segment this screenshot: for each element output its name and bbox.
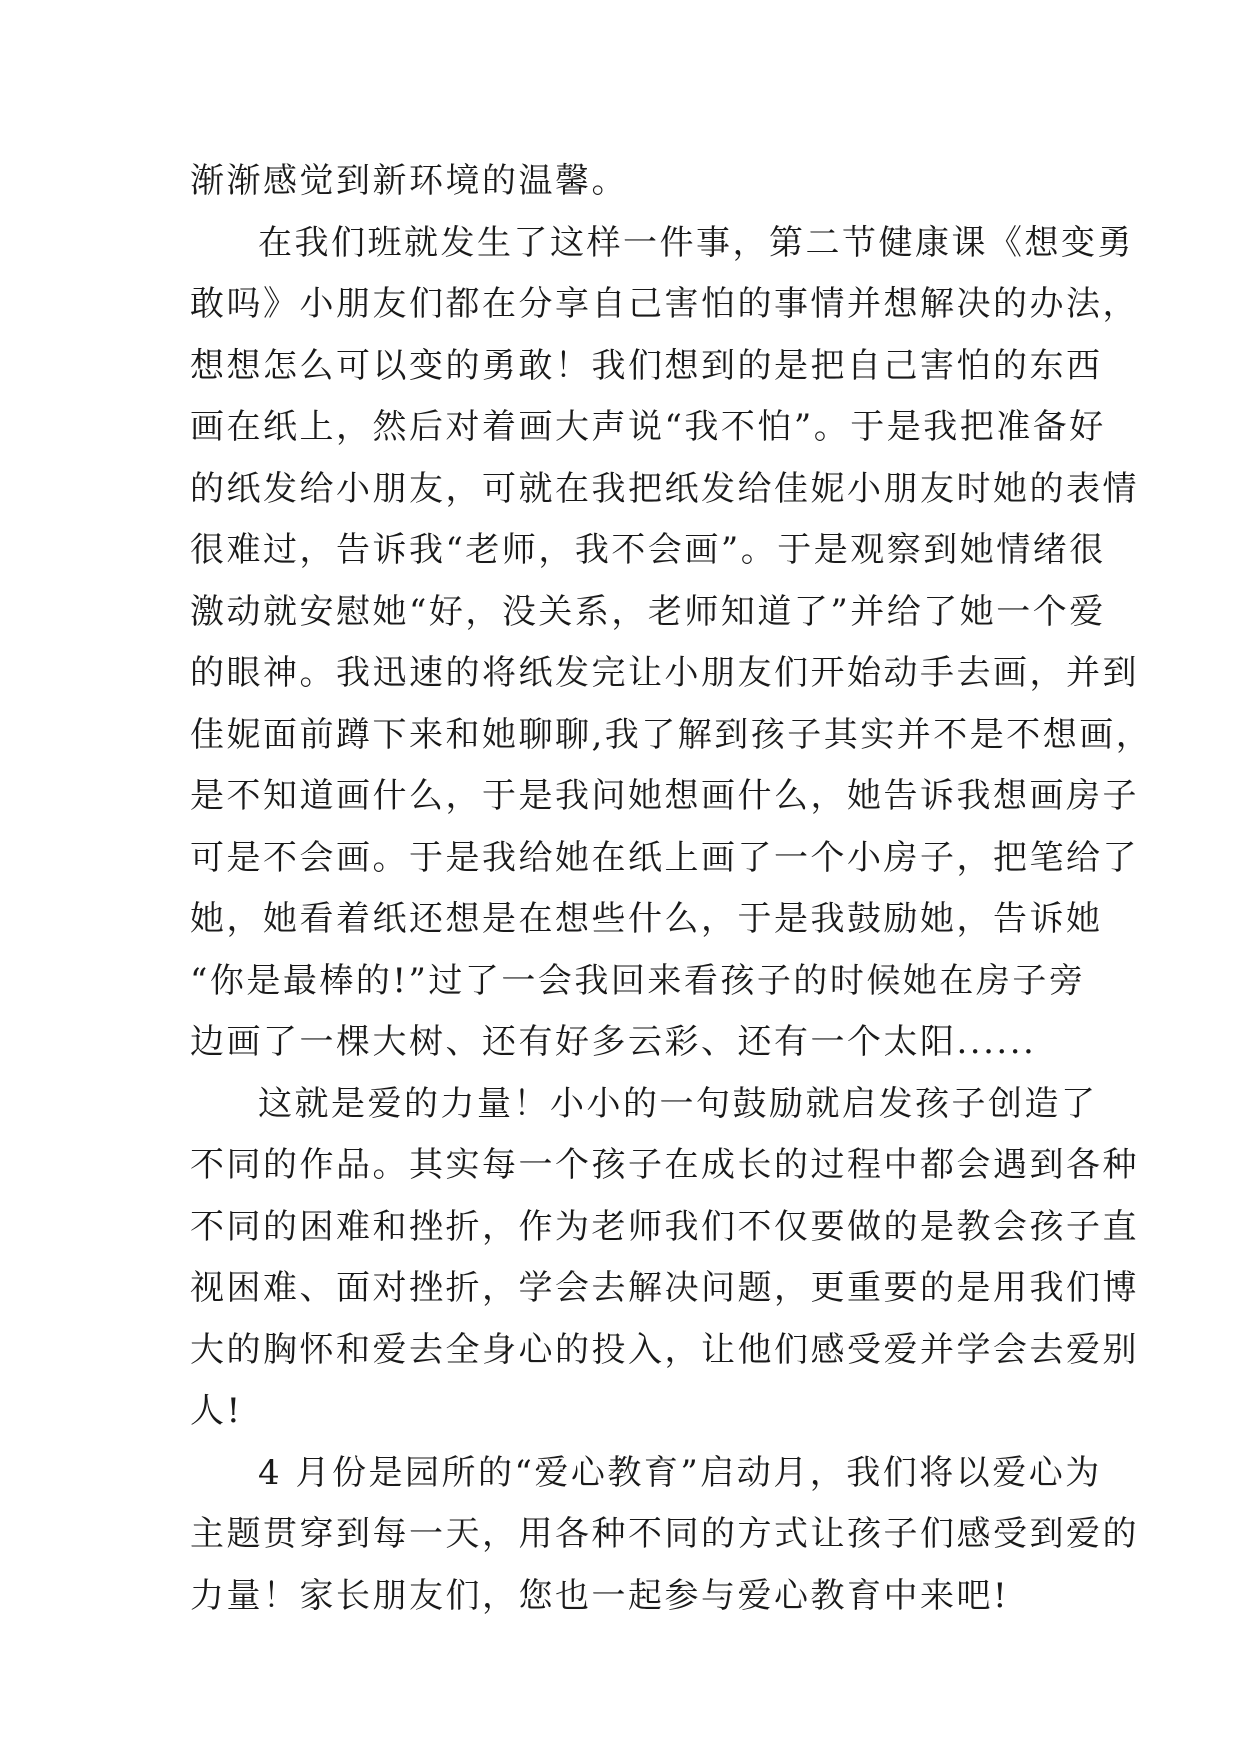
text-line: 视困难、面对挫折，学会去解决问题，更重要的是用我们博 — [190, 1268, 1139, 1308]
text-line: 主题贯穿到每一天，用各种不同的方式让孩子们感受到爱的 — [190, 1514, 1139, 1554]
text-line: 在我们班就发生了这样一件事，第二节健康课《想变勇 — [258, 222, 1134, 263]
paragraph-4 — [190, 1443, 1139, 1628]
text-line: 她，她看着纸还想是在想些什么，于是我鼓励她，告诉她 — [190, 899, 1103, 939]
text-line: 激动就安慰她“好，没关系，老师知道了”并给了她一个爱 — [190, 591, 1106, 632]
text-line: 4 月份是园所的“爱心教育”启动月，我们将以爱心为 — [258, 1452, 1102, 1493]
text-line: 画在纸上，然后对着画大声说“我不怕”。于是我把准备好 — [190, 407, 1106, 447]
document-body — [190, 151, 1153, 1627]
text-line: 不同的困难和挫折，作为老师我们不仅要做的是教会孩子直 — [190, 1206, 1139, 1247]
text-line: 的纸发给小朋友，可就在我把纸发给佳妮小朋友时她的表情 — [190, 468, 1139, 509]
text-line: 渐渐感觉到新环境的温馨。 — [190, 161, 628, 201]
text-line: 人! — [190, 1391, 243, 1431]
text-line: 很难过，告诉我“老师，我不会画”。于是观察到她情绪很 — [190, 530, 1106, 570]
text-line: 不同的作品。其实每一个孩子在成长的过程中都会遇到各种 — [190, 1145, 1139, 1185]
text-line: “你是最棒的!”过了一会我回来看孩子的时候她在房子旁 — [190, 960, 1086, 1001]
text-line: 佳妮面前蹲下来和她聊聊,我了解到孩子其实并不是不想画， — [190, 714, 1153, 755]
text-line: 的眼神。我迅速的将纸发完让小朋友们开始动手去画，并到 — [190, 653, 1139, 693]
paragraph-1 — [190, 151, 1066, 213]
text-line: 力量！家长朋友们，您也一起参与爱心教育中来吧! — [190, 1575, 1010, 1616]
text-line: 敢吗》小朋友们都在分享自己害怕的事情并想解决的办法， — [190, 284, 1139, 324]
text-line: 大的胸怀和爱去全身心的投入，让他们感受爱并学会去爱别 — [190, 1329, 1139, 1370]
text-line: 这就是爱的力量！小小的一句鼓励就启发孩子创造了 — [258, 1083, 1098, 1124]
text-line: 想想怎么可以变的勇敢！我们想到的是把自己害怕的东西 — [190, 345, 1103, 386]
text-line: 边画了一棵大树、还有好多云彩、还有一个太阳...... — [190, 1022, 1037, 1062]
text-line: 是不知道画什么，于是我问她想画什么，她告诉我想画房子 — [190, 776, 1139, 816]
text-line: 可是不会画。于是我给她在纸上画了一个小房子，把笔给了 — [190, 837, 1139, 878]
paragraph-3 — [190, 1074, 1139, 1443]
paragraph-2 — [190, 213, 1153, 1074]
